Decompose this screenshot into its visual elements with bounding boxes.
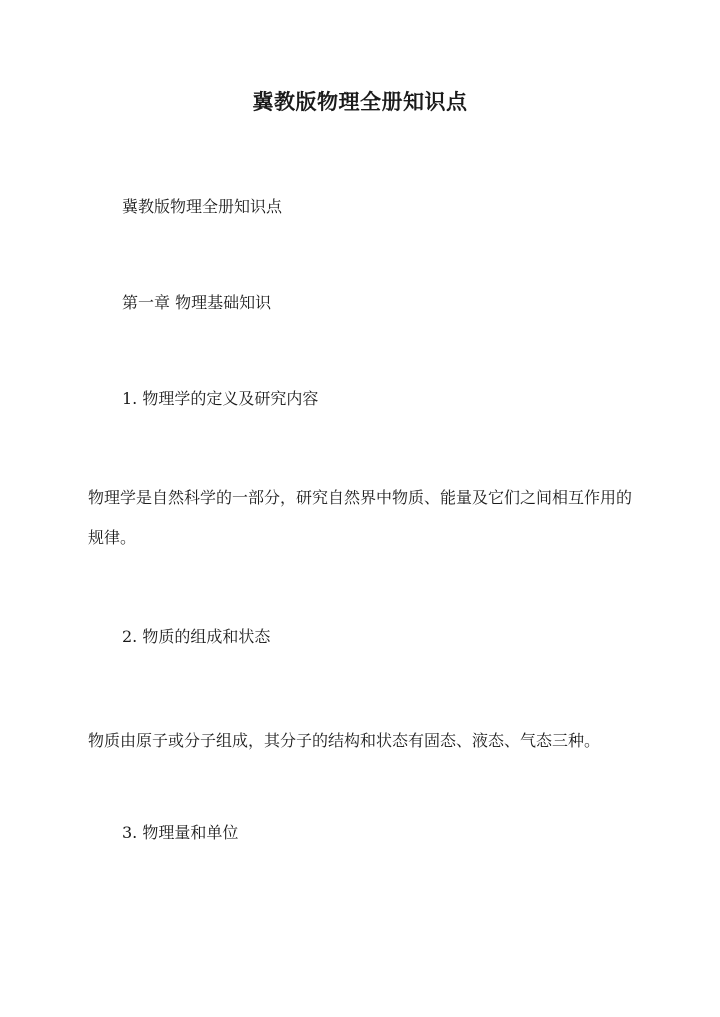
section-body: 物理学是自然科学的一部分，研究自然界中物质、能量及它们之间相互作用的规律。 [88, 488, 633, 547]
section-body: 物质由原子或分子组成，其分子的结构和状态有固态、液态、气态三种。 [88, 731, 601, 750]
section-heading: 1. 物理学的定义及研究内容 [122, 389, 319, 408]
document-subtitle: 冀教版物理全册知识点 [122, 197, 283, 216]
chapter-heading: 第一章 物理基础知识 [122, 293, 272, 312]
document-title: 冀教版物理全册知识点 [252, 89, 468, 114]
section-heading: 3. 物理量和单位 [122, 823, 239, 842]
section-heading: 2. 物质的组成和状态 [122, 627, 271, 646]
